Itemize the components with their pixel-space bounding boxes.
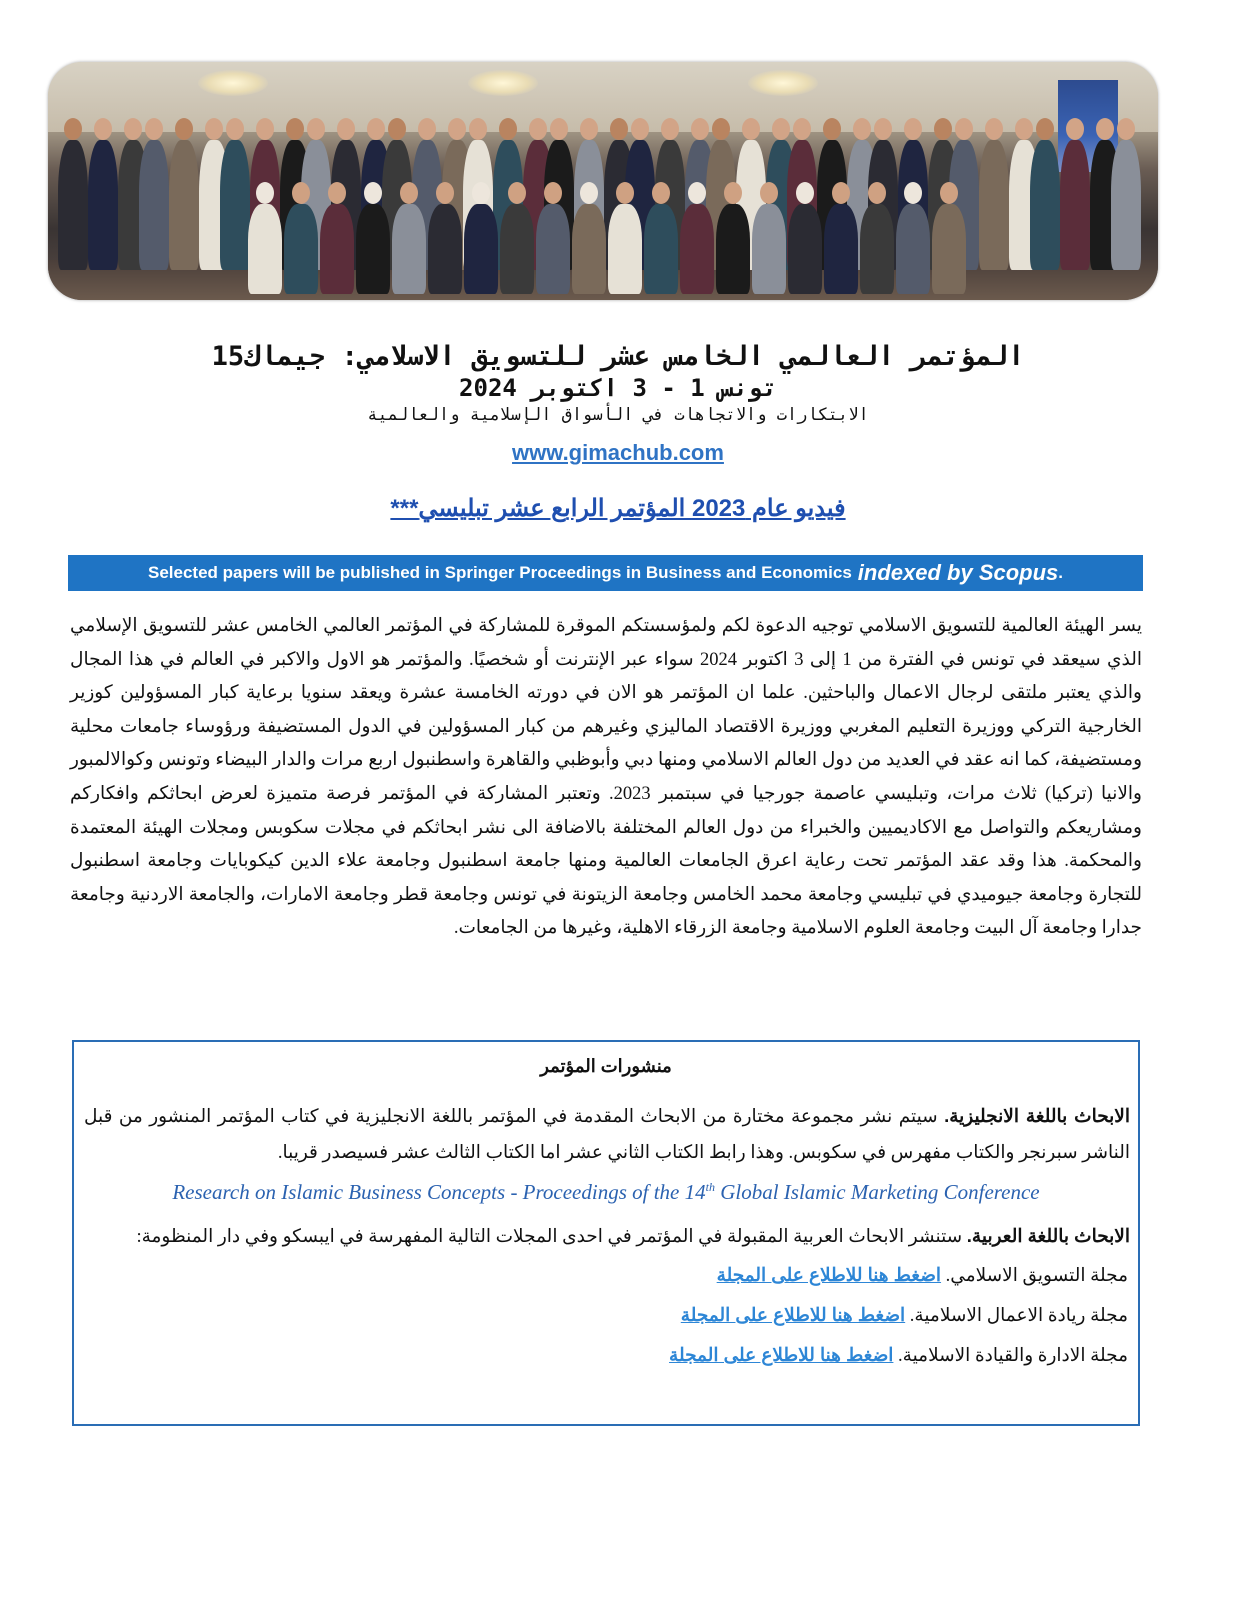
person-head xyxy=(256,182,274,204)
person-figure xyxy=(428,204,462,294)
title-block xyxy=(0,340,1236,428)
person-figure xyxy=(58,140,88,270)
person-head xyxy=(124,118,142,140)
person-head xyxy=(448,118,466,140)
person-figure xyxy=(220,140,250,270)
person-head xyxy=(64,118,82,140)
person-figure xyxy=(644,204,678,294)
person-figure xyxy=(248,204,282,294)
person-head xyxy=(286,118,304,140)
person-head xyxy=(418,118,436,140)
person-head xyxy=(388,118,406,140)
person-head xyxy=(307,118,325,140)
person-head xyxy=(610,118,628,140)
proceedings-link-part1[interactable]: Research on Islamic Business Concepts - Proceedings of the 14 xyxy=(172,1180,706,1204)
english-label: الابحاث باللغة الانجليزية. xyxy=(944,1105,1130,1126)
person-head xyxy=(1066,118,1084,140)
arabic-text: ستنشر الابحاث العربية المقبولة في المؤتمر في احدى المجلات التالية المفهرسة في ايبسكو وفي دار المنظومة: xyxy=(136,1227,963,1247)
person-head xyxy=(469,118,487,140)
person-head xyxy=(580,118,598,140)
video-stars: *** xyxy=(390,495,419,522)
person-head xyxy=(853,118,871,140)
person-figure xyxy=(356,204,390,294)
person-head xyxy=(904,182,922,204)
person-figure xyxy=(824,204,858,294)
conference-subtitle: الابتكارات والاتجاهات في الأسواق الإسلامية والعالمية xyxy=(367,405,869,425)
person-figure xyxy=(716,204,750,294)
person-head xyxy=(175,118,193,140)
person-head xyxy=(631,118,649,140)
person-head xyxy=(742,118,760,140)
person-figure xyxy=(608,204,642,294)
person-head xyxy=(712,118,730,140)
person-head xyxy=(529,118,547,140)
intro-paragraph: يسر الهيئة العالمية للتسويق الاسلامي توجيه الدعوة لكم ولمؤسستكم الموقرة للمشاركة في المؤتمر العالمي الخامس عشر للتسويق الإسلامي الذي سيعقد في تونس في الفترة من 1 إلى 3 اكتوبر 2024 سواء عبر الإنترنت أو شخصيًا. والمؤتمر هو الاول والاكبر في العالم في هذا المجال والذي يعتبر ملتقى لرجال الاعمال والباحثين. علما ان المؤتمر هو الان في دورته الخامسة عشرة ويعقد سنويا برعاية كبار المسؤولين كوزير الخارجية التركي ووزيرة التعليم المغربي ووزيرة الاقتصاد الماليزي وغيرهم من كبار المسؤولين في الدول المستضيفة ورؤوساء جامعات محلية ومستضيفة، كما انه عقد في العديد من دول العالم الاسلامي ومنها دبي وأبوظبي والقاهرة واسطنبول اربع مرات والدار البيضاء وتونس وكوالالمبور والانيا (تركيا) ثلاث مرات، وتبليسي عاصمة جورجيا في سبتمبر 2023. وتعتبر المشاركة في المؤتمر فرصة متميزة لعرض ابحاثكم وافكاركم ومشاريعكم والتواصل مع الاكاديميين والخبراء من دول العالم المختلفة بالاضافة الى نشر ابحاثكم في مجلات سكوبس ومجلات الهيئة المعتمدة والمحكمة. هذا وقد عقد المؤتمر تحت رعاية اعرق الجامعات العالمية ومنها جامعة اسطنبول وجامعة علاء الدين كيكوبايات وجامعة اسطنبول للتجارة وجامعة جيوميدي في تبليسي وجامعة محمد الخامس وجامعة الزيتونة في تونس وجامعة قطر وجامعة الامارات، والجامعة الاردنية وجامعة جدارا وجامعة آل البيت وجامعة العلوم الاسلامية وجامعة الزرقاء الاهلية، وغيرها من الجامعات. xyxy=(70,616,1142,939)
proceedings-link-sup[interactable]: th xyxy=(705,1180,715,1194)
springer-end: . xyxy=(1058,563,1064,582)
person-head xyxy=(616,182,634,204)
person-figure xyxy=(979,140,1009,270)
person-figure xyxy=(932,204,966,294)
person-head xyxy=(796,182,814,204)
website-link[interactable]: www.gimachub.com xyxy=(512,440,724,465)
person-head xyxy=(367,118,385,140)
springer-banner xyxy=(68,555,1143,591)
person-head xyxy=(955,118,973,140)
journal-name: مجلة التسويق الاسلامي. xyxy=(945,1266,1128,1286)
journal-item xyxy=(681,1304,1128,1327)
person-head xyxy=(760,182,778,204)
conference-dates: تونس 1 - 3 اكتوبر 2024 xyxy=(459,374,777,402)
proceedings-link[interactable] xyxy=(74,1180,1138,1205)
person-figure xyxy=(1060,140,1090,270)
proceedings-link-part2[interactable]: Global Islamic Marketing Conference xyxy=(714,1180,1040,1204)
person-figure xyxy=(752,204,786,294)
person-head xyxy=(205,118,223,140)
arabic-publications xyxy=(84,1218,1130,1255)
person-figure xyxy=(1111,140,1141,270)
person-head xyxy=(580,182,598,204)
english-text: سيتم نشر مجموعة مختارة من الابحاث المقدمة في المؤتمر باللغة الانجليزية في كتاب المؤتمر المنشور من قبل الناشر سبرنجر والكتاب مفهرس في سكوبس. وهذا رابط الكتاب الثاني عشر اما الكتاب الثالث عشر فسيصدر قريبا. xyxy=(84,1107,1130,1163)
person-figure xyxy=(320,204,354,294)
publications-box xyxy=(72,1040,1140,1426)
person-figure xyxy=(169,140,199,270)
person-figure xyxy=(392,204,426,294)
person-head xyxy=(904,118,922,140)
journal-name: مجلة ريادة الاعمال الاسلامية. xyxy=(909,1306,1128,1326)
conference-title: المؤتمر العالمي الخامس عشر للتسويق الاسلامي: جيماك15 xyxy=(211,341,1025,372)
journal-link[interactable]: اضغط هنا للاطلاع على المجلة xyxy=(716,1264,942,1285)
springer-text: Selected papers will be published in Springer Proceedings in Business and Economics xyxy=(147,563,852,582)
person-figure xyxy=(680,204,714,294)
person-figure xyxy=(1030,140,1060,270)
person-head xyxy=(544,182,562,204)
person-head xyxy=(499,118,517,140)
person-figure xyxy=(464,204,498,294)
person-head xyxy=(145,118,163,140)
person-head xyxy=(874,118,892,140)
video-link-line[interactable] xyxy=(0,494,1236,523)
person-head xyxy=(1015,118,1033,140)
person-head xyxy=(772,118,790,140)
person-figure xyxy=(139,140,169,270)
journal-item xyxy=(717,1264,1128,1287)
person-head xyxy=(436,182,454,204)
person-head xyxy=(652,182,670,204)
journal-name: مجلة الادارة والقيادة الاسلامية. xyxy=(898,1346,1128,1366)
person-head xyxy=(94,118,112,140)
person-head xyxy=(256,118,274,140)
person-head xyxy=(691,118,709,140)
person-head xyxy=(934,118,952,140)
chandelier-icon xyxy=(748,70,818,96)
scopus-emphasis: indexed by Scopus xyxy=(857,560,1059,585)
person-head xyxy=(472,182,490,204)
chandelier-icon xyxy=(468,70,538,96)
person-figure xyxy=(788,204,822,294)
person-head xyxy=(1096,118,1114,140)
publications-title: منشورات المؤتمر xyxy=(540,1056,672,1076)
person-head xyxy=(832,182,850,204)
person-head xyxy=(724,182,742,204)
person-head xyxy=(1036,118,1054,140)
person-head xyxy=(328,182,346,204)
person-head xyxy=(1117,118,1135,140)
person-head xyxy=(400,182,418,204)
person-figure xyxy=(500,204,534,294)
person-head xyxy=(292,182,310,204)
person-figure xyxy=(88,140,118,270)
arabic-label: الابحاث باللغة العربية. xyxy=(966,1225,1130,1246)
person-head xyxy=(226,118,244,140)
person-head xyxy=(823,118,841,140)
person-head xyxy=(364,182,382,204)
person-head xyxy=(688,182,706,204)
person-head xyxy=(550,118,568,140)
journal-link[interactable]: اضغط هنا للاطلاع على المجلة xyxy=(669,1344,894,1365)
journal-item xyxy=(669,1344,1128,1367)
person-head xyxy=(985,118,1003,140)
person-figure xyxy=(572,204,606,294)
person-head xyxy=(508,182,526,204)
person-figure xyxy=(284,204,318,294)
journal-link[interactable]: اضغط هنا للاطلاع على المجلة xyxy=(680,1304,906,1325)
person-figure xyxy=(536,204,570,294)
person-head xyxy=(868,182,886,204)
person-head xyxy=(940,182,958,204)
english-publications xyxy=(84,1098,1130,1171)
person-head xyxy=(337,118,355,140)
video-link[interactable]: فيديو عام 2023 المؤتمر الرابع عشر تبليسي xyxy=(418,495,846,522)
person-head xyxy=(793,118,811,140)
group-photo xyxy=(48,62,1158,300)
person-head xyxy=(661,118,679,140)
person-figure xyxy=(860,204,894,294)
chandelier-icon xyxy=(198,70,268,96)
person-figure xyxy=(896,204,930,294)
